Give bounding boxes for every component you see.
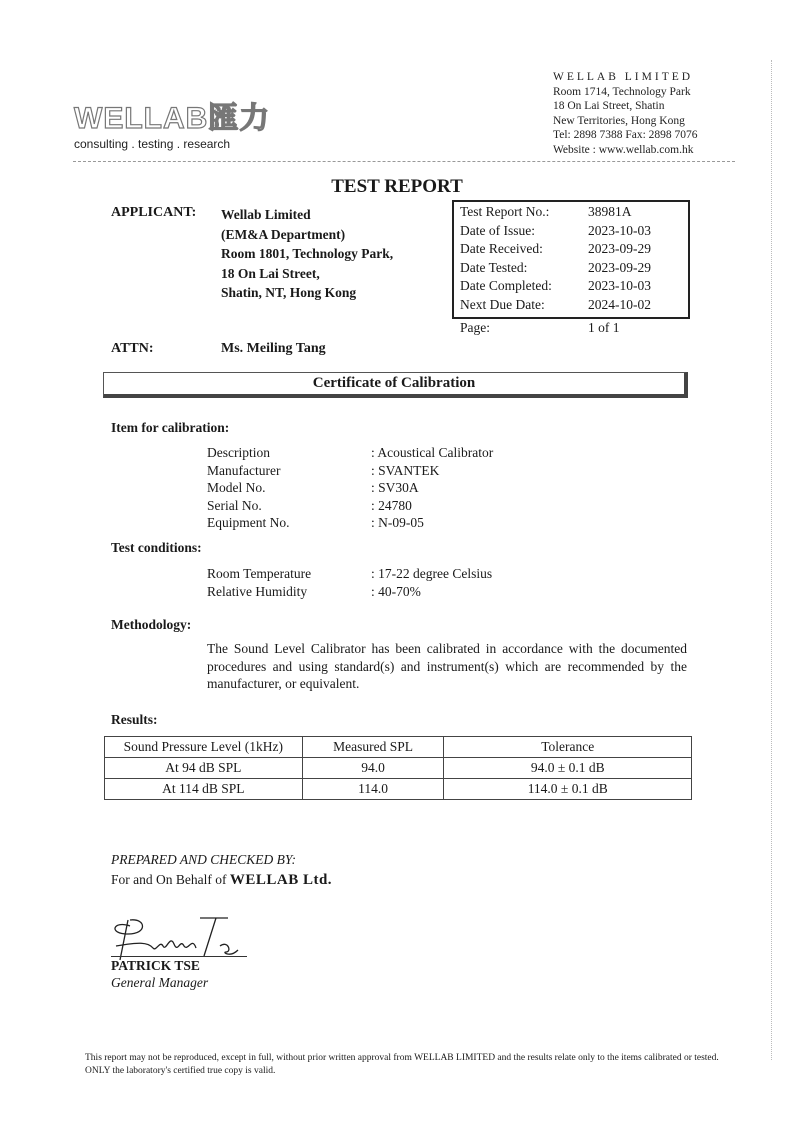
condition-key: Room Temperature <box>207 566 312 581</box>
results-cell: 114.0 ± 0.1 dB <box>444 779 692 800</box>
item-key: Serial No. <box>207 497 262 513</box>
info-value: 2023-10-03 <box>588 278 651 293</box>
condition-row <box>207 565 492 583</box>
condition-value: : 17-22 degree Celsius <box>371 566 493 581</box>
results-table <box>104 736 692 800</box>
applicant-label: APPLICANT: <box>111 205 197 220</box>
results-cell: At 94 dB SPL <box>105 758 303 779</box>
applicant-line: Shatin, NT, Hong Kong <box>221 285 357 300</box>
item-value: : Acoustical Calibrator <box>371 445 494 460</box>
document-title: TEST REPORT <box>331 176 463 197</box>
address-line: New Territories, Hong Kong <box>553 114 685 127</box>
signer-title: General Manager <box>111 975 209 990</box>
results-header-cell: Sound Pressure Level (1kHz) <box>105 737 303 758</box>
info-key: Date Received: <box>460 241 543 256</box>
applicant-line: Room 1801, Technology Park, <box>221 246 394 261</box>
results-heading: Results: <box>111 712 158 727</box>
item-key: Manufacturer <box>207 462 281 478</box>
certificate-title: Certificate of Calibration <box>103 372 688 398</box>
methodology-heading: Methodology: <box>111 617 192 632</box>
footer-disclaimer: This report may not be reproduced, except in full, without prior written approval from WELLAB LIMITED and the results relate only to the items calibrated or tested. ONLY the laboratory's certified true copy is valid. <box>85 1053 719 1076</box>
applicant-line: 18 On Lai Street, <box>221 265 320 281</box>
item-details <box>207 444 493 532</box>
info-row-date-completed <box>460 277 651 296</box>
methodology-text: The Sound Level Calibrator has been calibrated in accordance with the documented procedures and using standard(s) and instrument(s) which are recommended by the manufacturer, or equivalent. <box>207 641 687 691</box>
info-key: Test Report No.: <box>460 204 550 219</box>
item-value: : SVANTEK <box>371 462 440 478</box>
company-logo <box>74 101 271 136</box>
item-heading: Item for calibration: <box>111 420 230 435</box>
results-cell: 114.0 <box>302 779 444 800</box>
info-key: Next Due Date: <box>460 296 545 312</box>
page-label: Page: <box>460 320 490 335</box>
page-number <box>460 320 620 336</box>
results-cell: 94.0 ± 0.1 dB <box>444 758 692 779</box>
item-value: : SV30A <box>371 480 419 495</box>
info-key: Date of Issue: <box>460 222 535 238</box>
item-value: : N-09-05 <box>371 515 424 530</box>
results-header-cell: Measured SPL <box>302 737 444 758</box>
applicant-line: Wellab Limited <box>221 207 311 222</box>
attn-value: Ms. Meiling Tang <box>221 341 326 356</box>
results-cell: 94.0 <box>302 758 444 779</box>
on-behalf-line <box>111 872 332 889</box>
info-key: Date Tested: <box>460 259 528 275</box>
signature-line <box>111 956 247 957</box>
logo-chinese: 匯力 <box>208 101 271 136</box>
info-row-next-due <box>460 296 651 315</box>
item-row <box>207 444 493 462</box>
report-info <box>460 203 651 314</box>
info-value: 2023-10-03 <box>588 222 651 238</box>
item-row <box>207 462 493 480</box>
info-row-date-tested <box>460 259 651 278</box>
applicant-line: (EM&A Department) <box>221 226 346 242</box>
logo-text: WELLAB <box>74 102 209 135</box>
company-name: WELLAB LIMITED <box>553 71 694 83</box>
info-value: 2023-09-29 <box>588 259 651 275</box>
conditions-details <box>207 565 492 600</box>
info-row-date-received <box>460 240 651 259</box>
address-line: 18 On Lai Street, Shatin <box>553 100 665 112</box>
applicant-address <box>221 205 393 303</box>
results-header-row <box>105 737 692 758</box>
conditions-heading: Test conditions: <box>111 540 202 555</box>
phone-fax: Tel: 2898 7388 Fax: 2898 7076 <box>553 129 698 141</box>
info-value: 2023-09-29 <box>588 241 651 256</box>
behalf-company: WELLAB Ltd. <box>229 872 333 888</box>
website: Website : www.wellab.com.hk <box>553 143 694 156</box>
item-row <box>207 514 493 532</box>
results-row <box>105 758 692 779</box>
info-value: 38981A <box>588 204 632 219</box>
header-separator <box>73 161 735 162</box>
results-header-cell: Tolerance <box>444 737 692 758</box>
info-row-date-issue <box>460 222 651 241</box>
prepared-by-label: PREPARED AND CHECKED BY: <box>111 852 296 867</box>
logo-tagline: consulting . testing . research <box>74 137 231 151</box>
condition-value: : 40-70% <box>371 583 421 599</box>
item-row <box>207 497 493 515</box>
results-cell: At 114 dB SPL <box>105 779 303 800</box>
results-row <box>105 779 692 800</box>
behalf-prefix: For and On Behalf of <box>111 872 230 887</box>
company-address-block <box>553 70 698 157</box>
attn-label: ATTN: <box>111 341 154 356</box>
signer-name: PATRICK TSE <box>111 958 200 973</box>
item-key: Model No. <box>207 480 266 495</box>
item-row <box>207 479 493 497</box>
item-key: Equipment No. <box>207 515 290 530</box>
address-line: Room 1714, Technology Park <box>553 85 691 98</box>
info-row-report-no <box>460 203 651 222</box>
item-value: : 24780 <box>371 497 412 513</box>
info-value: 2024-10-02 <box>588 296 651 312</box>
info-key: Date Completed: <box>460 278 552 293</box>
page-value: 1 of 1 <box>588 320 620 335</box>
page-edge-artifact <box>771 60 772 1060</box>
condition-key: Relative Humidity <box>207 583 308 599</box>
item-key: Description <box>207 445 270 460</box>
condition-row <box>207 583 492 601</box>
